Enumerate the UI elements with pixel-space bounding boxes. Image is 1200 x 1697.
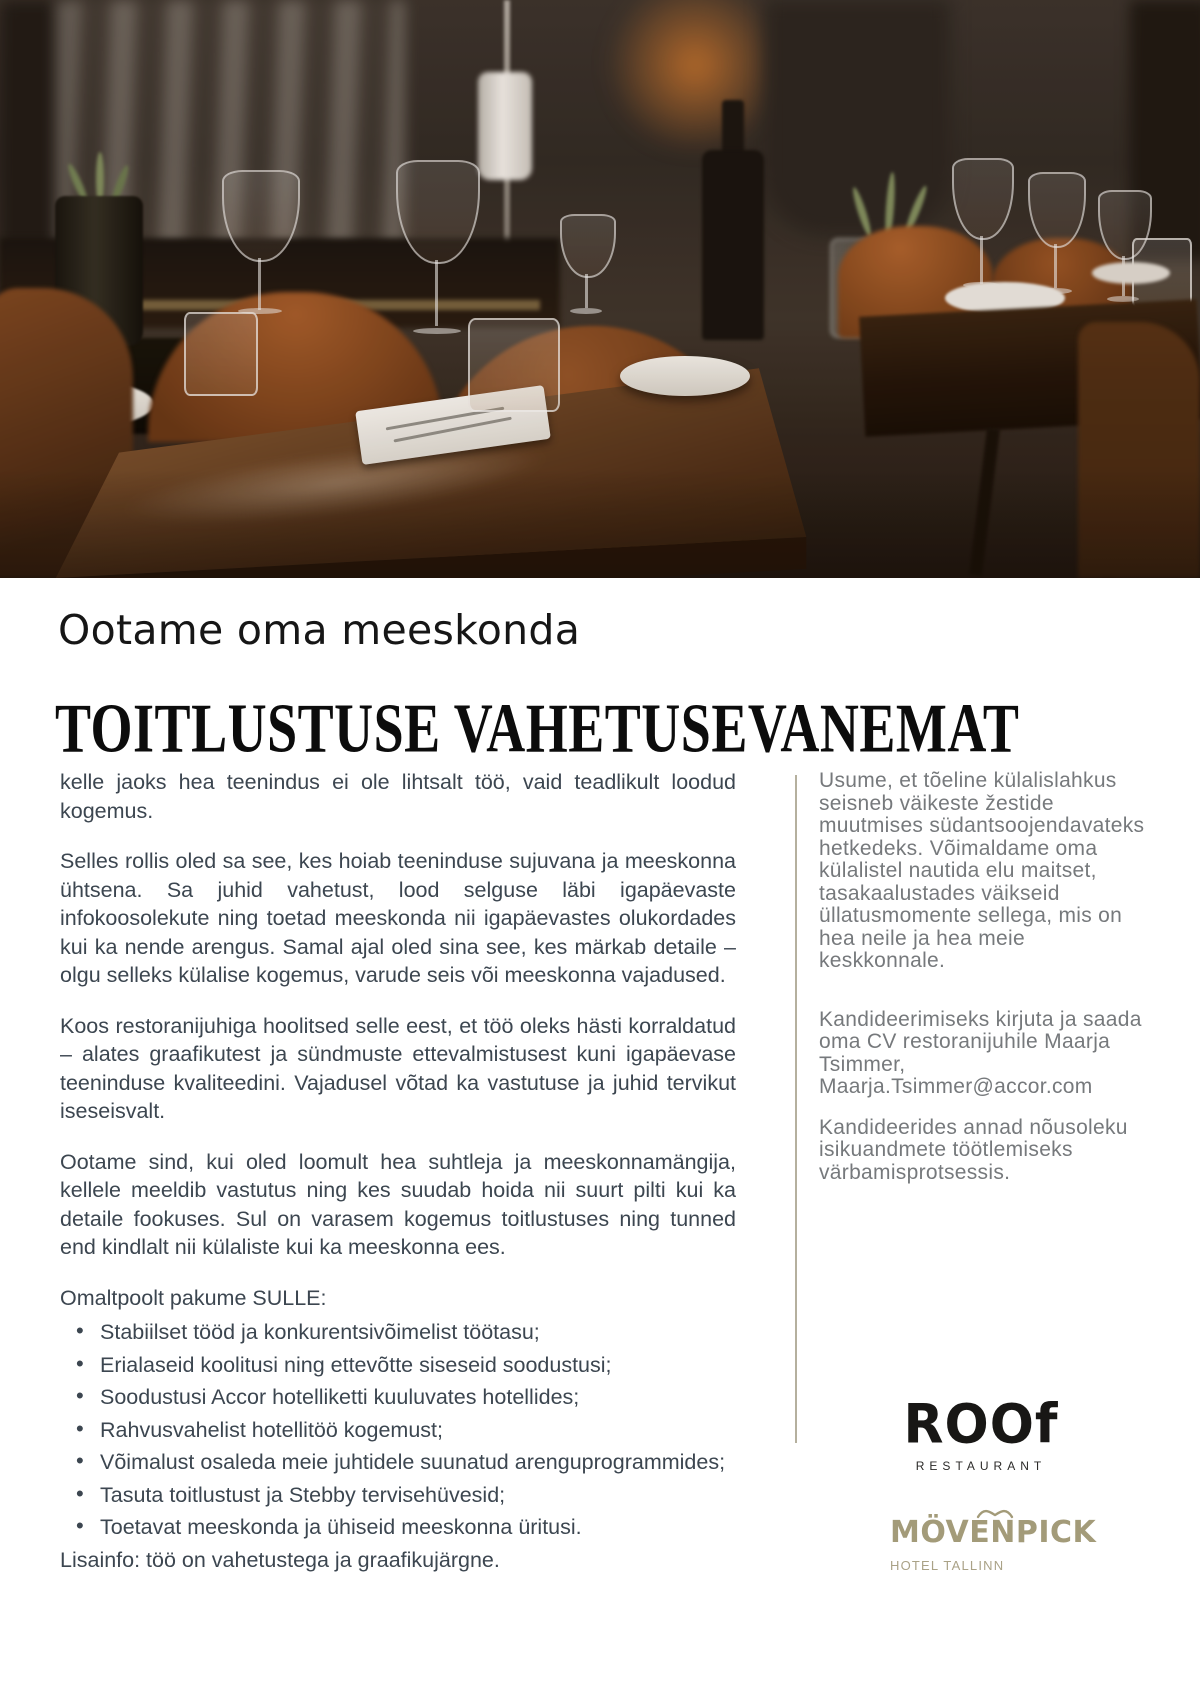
photo-warm-tint [0, 0, 1200, 578]
column-divider [795, 775, 797, 1443]
offer-item: • Tasuta toitlustust ja Stebby tervisehüvesid; [60, 1481, 736, 1510]
offer-item: • Stabiilset tööd ja konkurentsivõimelist töötasu; [60, 1318, 736, 1347]
profile-paragraph: Ootame sind, kui oled loomult hea suhtleja ja meeskonnamängija, kellele meeldib vastutus ning kes suudab hoida nii suurt pilti kui ka detaile fookuses. Sul on varasem kogemus toitlustuses ning tunned end kindlalt nii külaliste kui ka meeskonna ees. [60, 1149, 736, 1259]
roof-restaurant-logo [858, 1393, 1104, 1473]
values-paragraph: Usume, et tõeline külalislahkus seisneb väikeste žestide muutmises südantsoojendavateks hetkedeks. Võimaldame oma külalistel nautida elu maitset, tasakaalustades väikseid üllatusmomente sellega, mis on hea neile ja hea meie keskkonnale. [819, 769, 1145, 972]
main-text-column [60, 768, 736, 1596]
page-title: TOITLUSTUSE VAHETUSEVANEMAT [55, 689, 1020, 768]
movenpick-wordmark: MÖVENPICK [890, 1515, 1097, 1550]
roof-wordmark: ROOf [903, 1393, 1059, 1457]
offer-item: • Rahvusvahelist hotellitöö kogemust; [60, 1416, 736, 1445]
offer-item: • Toetavat meeskonda ja ühiseid meeskonna üritusi. [60, 1513, 736, 1542]
additional-info-note: Lisainfo: töö on vahetustega ja graafikujärgne. [60, 1547, 500, 1572]
consent-paragraph: Kandideerides annad nõusoleku isikuandmete töötlemiseks värbamisprotsessis. [819, 1115, 1128, 1184]
role-paragraph: Selles rollis oled sa see, kes hoiab teeninduse sujuvana ja meeskonna ühtsena. Sa juhid vahetust, lood selguse läbi igapäevaste infokoosolekute ning toetad meeskonda nii igapäevastes olukordades kui ka nende arengus. Samal ajal oled sina see, kes märkab detaile – olgu selleks külalise kogemus, varude seis või meeskonna vajadused. [60, 849, 736, 987]
movenpick-hotel-logo [890, 1504, 1100, 1573]
movenpick-subtitle: HOTEL TALLINN [890, 1558, 1005, 1573]
roof-subtitle: RESTAURANT [915, 1459, 1047, 1473]
responsibility-paragraph: Koos restoranijuhiga hoolitsed selle eest, et töö oleks hästi korraldatud – alates graafikutest ja sündmuste ettevalmistusest kuni igapäevase teeninduse kvaliteedini. Vajadusel võtad ka vastutuse ja juhid tervikut iseseisvalt. [60, 1013, 736, 1123]
offer-item: • Erialaseid koolitusi ning ettevõtte siseseid soodustusi; [60, 1351, 736, 1380]
offer-heading: Omaltpoolt pakume SULLE: [60, 1285, 327, 1310]
kicker-heading: Ootame oma meeskonda [58, 606, 581, 654]
hero-photo [0, 0, 1200, 578]
side-text-column [819, 770, 1153, 1184]
offer-list [60, 1318, 736, 1542]
gull-icon [976, 1504, 1014, 1519]
offer-item: • Soodustusi Accor hotelliketti kuuluvates hotellides; [60, 1383, 736, 1412]
intro-paragraph: kelle jaoks hea teenindus ei ole lihtsalt töö, vaid teadlikult loodud kogemus. [60, 770, 736, 823]
apply-paragraph: Kandideerimiseks kirjuta ja saada oma CV restoranijuhile Maarja Tsimmer, Maarja.Tsimmer@accor.com [819, 1007, 1142, 1098]
offer-item: • Võimalust osaleda meie juhtidele suunatud arenguprogrammides; [60, 1448, 736, 1477]
